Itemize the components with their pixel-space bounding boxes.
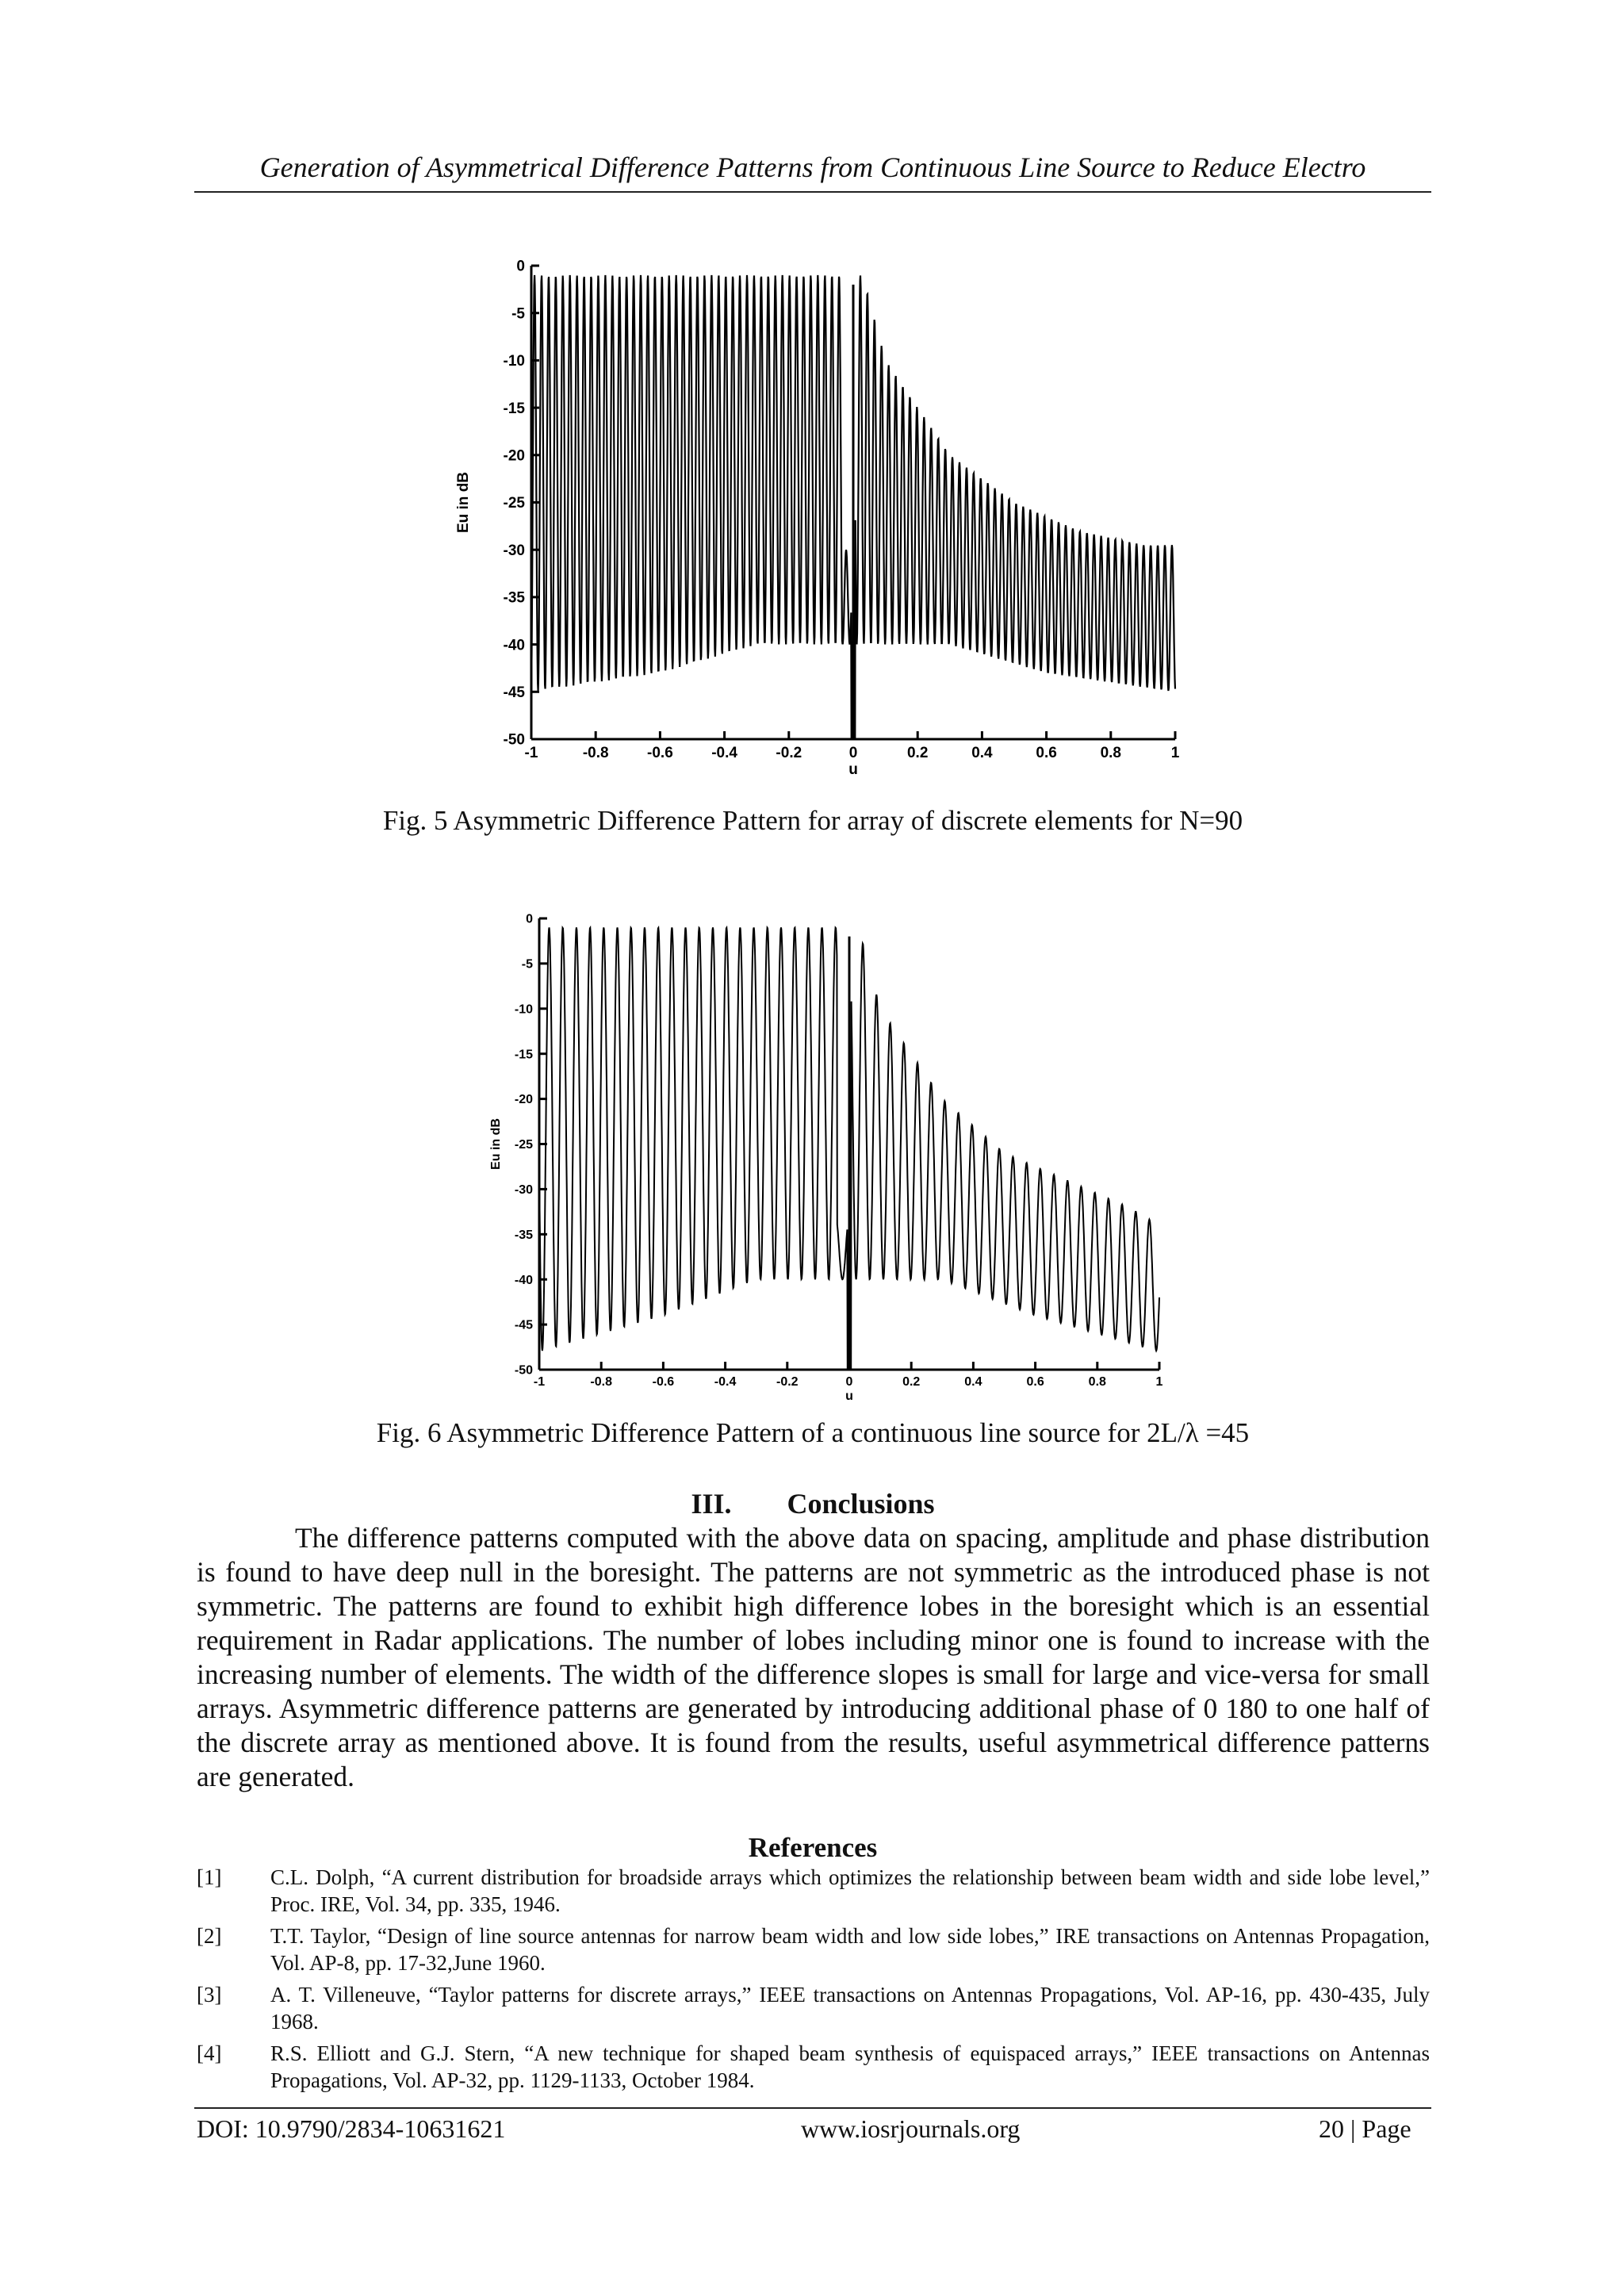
x-tick-label: -0.4 <box>711 745 737 761</box>
x-axis-label: u <box>845 1389 853 1403</box>
reference-item <box>197 2040 1430 2094</box>
reference-number: [1] <box>197 1865 222 1889</box>
section-heading <box>194 1487 1431 1520</box>
footer-page-number: 20 | Page <box>1319 2114 1411 2143</box>
y-tick-label: -25 <box>514 1138 533 1152</box>
reference-text: T.T. Taylor, “Design of line source antennas for narrow beam width and low side lobes,” IRE transactions on Antennas Propagation, Vol. AP-8, pp. 17-32,June 1960. <box>270 1924 1430 1975</box>
running-header: Generation of Asymmetrical Difference Patterns from Continuous Line Source to Reduce Electro <box>259 151 1366 183</box>
x-tick-label: -0.6 <box>647 745 673 761</box>
figure-5-chart <box>444 250 1197 789</box>
figure-5-caption: Fig. 5 Asymmetric Difference Pattern for array of discrete elements for N=90 <box>382 805 1243 836</box>
x-tick-label: 1 <box>1155 1375 1163 1389</box>
y-tick-label: -35 <box>503 589 525 607</box>
conclusions-paragraph: The difference patterns computed with the above data on spacing, amplitude and phase distribution is found to have deep null in the boresight. The patterns are not symmetric as the introduced phase is not symmetric. The patterns are found to exhibit high difference lobes in the boresight which is an essential requirement in Radar applications. The number of lobes including minor one is found to increase with the increasing number of elements. The width of the difference slopes is small for large and vice-versa for small arrays. Asymmetric difference patterns are generated by introducing additional phase of 0 180 to one half of the discrete array as mentioned above. It is found from the results, useful asymmetrical difference patterns are generated. <box>197 1522 1430 1792</box>
reference-number: [2] <box>197 1924 222 1948</box>
y-tick-label: -5 <box>521 957 533 972</box>
x-axis-label: u <box>848 761 858 778</box>
y-tick-label: -25 <box>503 495 525 512</box>
section-title: Conclusions <box>787 1488 935 1520</box>
x-tick-label: -0.2 <box>776 745 802 761</box>
x-tick-label: -1 <box>533 1375 546 1389</box>
footer-rule <box>194 2107 1431 2109</box>
reference-text: A. T. Villeneuve, “Taylor patterns for discrete arrays,” IEEE transactions on Antennas Propagations, Vol. AP-16, pp. 430-435, July 1968. <box>270 1983 1430 2033</box>
y-axis-label: Eu in dB <box>455 471 472 534</box>
reference-text: C.L. Dolph, “A current distribution for broadside arrays which optimizes the relationship between beam width and side lobe level,” Proc. IRE, Vol. 34, pp. 335, 1946. <box>270 1865 1430 1916</box>
x-tick-label: 0.8 <box>1088 1375 1106 1389</box>
x-tick-label: 1 <box>1170 745 1180 761</box>
x-tick-label: -0.6 <box>652 1375 675 1389</box>
y-tick-label: 0 <box>516 258 525 275</box>
figure-6-caption: Fig. 6 Asymmetric Difference Pattern of a continuous line source for 2L/λ =45 <box>376 1417 1250 1448</box>
x-tick-label: -1 <box>524 745 538 761</box>
x-tick-label: 0.6 <box>1026 1375 1044 1389</box>
x-tick-label: -0.8 <box>582 745 609 761</box>
y-tick-label: -35 <box>514 1228 533 1242</box>
reference-item <box>197 1864 1430 1918</box>
x-tick-label: 0.6 <box>1036 745 1057 761</box>
y-tick-label: -50 <box>503 731 525 749</box>
reference-item <box>197 1981 1430 2035</box>
y-tick-label: -20 <box>503 447 525 465</box>
reference-item <box>197 1922 1430 1976</box>
reference-number: [4] <box>197 2041 222 2065</box>
x-tick-label: -0.8 <box>590 1375 612 1389</box>
y-tick-label: -50 <box>514 1363 533 1378</box>
y-tick-label: -40 <box>503 637 525 654</box>
y-tick-label: -30 <box>514 1183 533 1197</box>
x-tick-label: 0.4 <box>971 745 993 761</box>
y-tick-label: -30 <box>503 542 525 559</box>
x-tick-label: -0.2 <box>776 1375 799 1389</box>
y-axis-label: Eu in dB <box>489 1118 503 1170</box>
y-tick-label: -5 <box>511 305 525 323</box>
x-tick-label: 0.8 <box>1100 745 1122 761</box>
y-tick-label: -10 <box>503 353 525 370</box>
y-tick-label: -45 <box>503 684 525 701</box>
footer-website[interactable]: www.iosrjournals.org <box>801 2114 1021 2143</box>
reference-text: R.S. Elliott and G.J. Stern, “A new technique for shaped beam synthesis of equispaced arrays,” IEEE transactions on Antennas Propagations, Vol. AP-32, pp. 1129-1133, October 1984. <box>270 2041 1430 2092</box>
header-rule <box>194 191 1431 193</box>
x-tick-label: 0.2 <box>906 745 929 761</box>
x-tick-label: 0.4 <box>964 1375 982 1389</box>
x-tick-label: -0.4 <box>714 1375 737 1389</box>
y-tick-label: -45 <box>514 1318 533 1332</box>
x-tick-label: 0 <box>845 1375 853 1389</box>
figure-6-chart <box>468 904 1182 1412</box>
y-tick-label: -40 <box>514 1273 533 1287</box>
x-tick-label: 0 <box>848 745 858 761</box>
y-tick-label: -10 <box>514 1002 533 1017</box>
x-tick-label: 0.2 <box>902 1375 921 1389</box>
y-tick-label: -20 <box>514 1093 533 1107</box>
reference-number: [3] <box>197 1983 222 2007</box>
y-tick-label: -15 <box>503 400 525 417</box>
y-tick-label: 0 <box>526 912 533 926</box>
references-heading: References <box>748 1832 878 1863</box>
y-tick-label: -15 <box>514 1048 533 1062</box>
section-number: III. <box>691 1488 732 1520</box>
footer-doi: DOI: 10.9790/2834-10631621 <box>197 2114 506 2143</box>
